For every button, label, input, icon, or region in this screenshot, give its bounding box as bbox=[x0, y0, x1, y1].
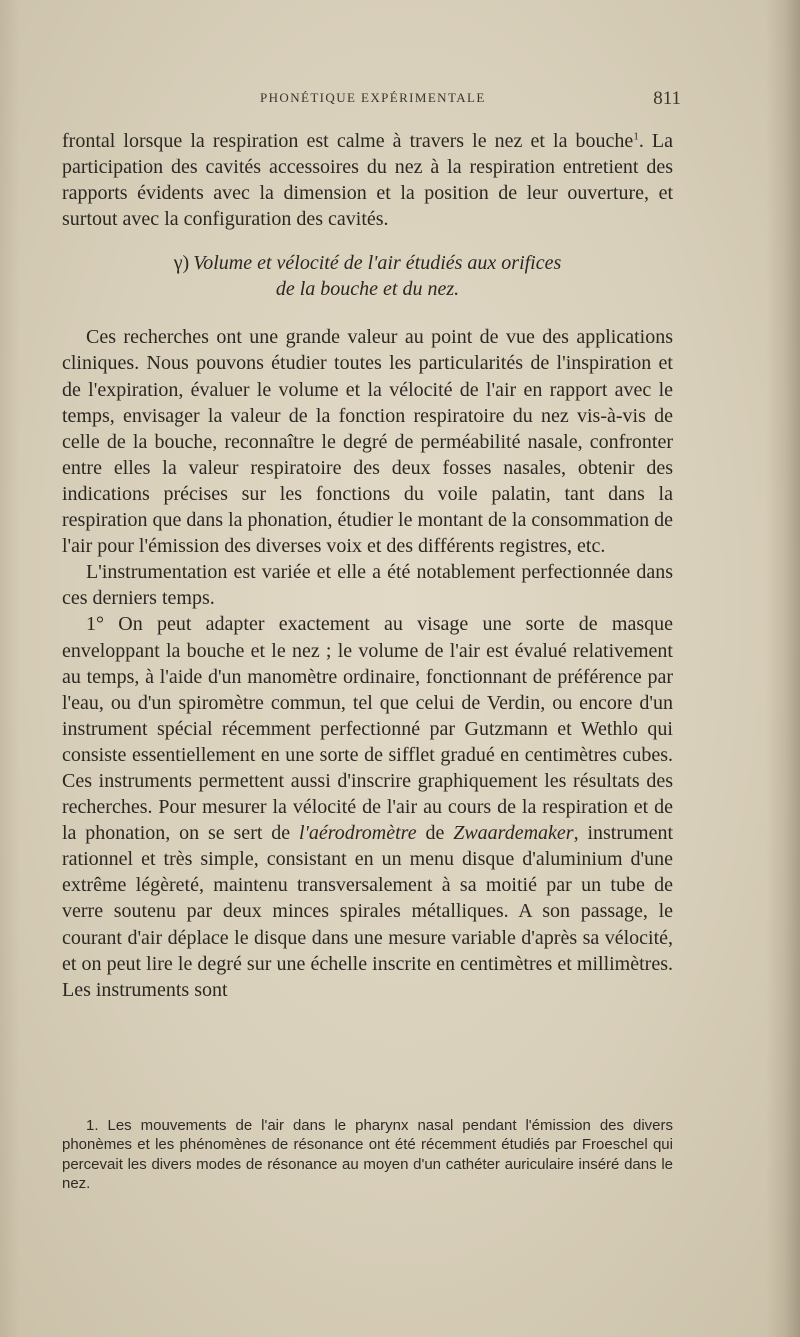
page-number: 811 bbox=[653, 88, 681, 109]
running-head: PHONÉTIQUE EXPÉRIMENTALE bbox=[260, 90, 486, 105]
section-title-line-1: Volume et vélocité de l'air étudiés aux orifices bbox=[193, 252, 562, 275]
paragraph-2: Ces recherches ont une grande valeur au point de vue des applications cliniques. Nous pouvons étudier toutes les particularités de l'inspiration et de l'expiration, évaluer le volume et la vélocité de l'air en rapport avec le temps, envisager la valeur de la fonction respiratoire du nez vis-à-vis de celle de la bouche, reconnaître le degré de perméabilité nasale, confronter entre elles la valeur respiratoire des deux fosses nasales, obtenir des indications précises sur les fonctions du voile palatin, tant dans la respiration que dans la phonation, étudier le montant de la consommation de l'air pour l'émission des diverses voix et des différents registres, etc. bbox=[62, 326, 673, 558]
page-right-shadow bbox=[766, 0, 800, 1337]
footnote-reference: 1 bbox=[633, 130, 639, 143]
page-header bbox=[62, 88, 681, 112]
section-marker: γ) bbox=[173, 252, 190, 275]
page-left-shadow bbox=[0, 0, 20, 1337]
section-title-line-2: de la bouche et du nez. bbox=[275, 278, 460, 301]
main-text bbox=[62, 128, 673, 1003]
paragraph-1 bbox=[62, 128, 673, 232]
aerodrometre-term: l'aérodromètre bbox=[299, 822, 417, 845]
paragraph-1-start: frontal lorsque la respiration est calme à travers le nez et la bouche bbox=[62, 130, 634, 152]
paragraph-4 bbox=[62, 611, 673, 1002]
footnote: 1. Les mouvements de l'air dans le pharynx nasal pendant l'émission des divers phonèmes et les phénomènes de résonance ont été récemment étudiés par Froeschel qui percevait les divers modes de résonance au moyen d'un cathéter auriculaire inséré dans le nez. bbox=[62, 1117, 673, 1192]
paragraph-3: L'instrumentation est variée et elle a été notablement perfectionnée dans ces derniers temps. bbox=[62, 561, 673, 610]
paragraph-4-part-2: de bbox=[416, 822, 454, 845]
zwaardemaker-name: Zwaardemaker bbox=[453, 822, 574, 845]
paragraph-4-part-3: , instrument rationnel et très simple, consistant en un menu disque d'aluminium d'une extrême légèreté, maintenu transversalement à sa moitié par un tube de verre soutenu par deux minces spirales métalliques. A son passage, le courant d'air déplace le disque dans une mesure variable d'après sa vélocité, et on peut lire le degré sur une échelle inscrite en centimètres et millimètres. Les instruments sont bbox=[62, 822, 674, 1001]
paragraph-1-end: . La participation des cavités accessoires du nez à la respiration entretient des rapports évidents avec la dimension et la position de leur ouverture, et surtout avec la configuration des cavités. bbox=[62, 130, 673, 231]
section-title bbox=[62, 250, 673, 302]
paragraph-4-part-1: 1° On peut adapter exactement au visage une sorte de masque enveloppant la bouche et le nez ; le volume de l'air est évalué relativement au temps, à l'aide d'un manomètre ordinaire, fonctionnant de préférence par l'eau, ou d'un spiromètre commun, tel que celui de Verdin, ou encore d'un instrument spécial récemment perfectionné par Gutzmann et Wethlo qui consiste essentiellement en une sorte de sifflet gradué en centimètres cubes. Ces instruments permettent aussi d'inscrire graphiquement les résultats des recherches. Pour mesurer la vélocité de l'air au cours de la respiration et de la phonation, on se sert de bbox=[62, 613, 673, 845]
